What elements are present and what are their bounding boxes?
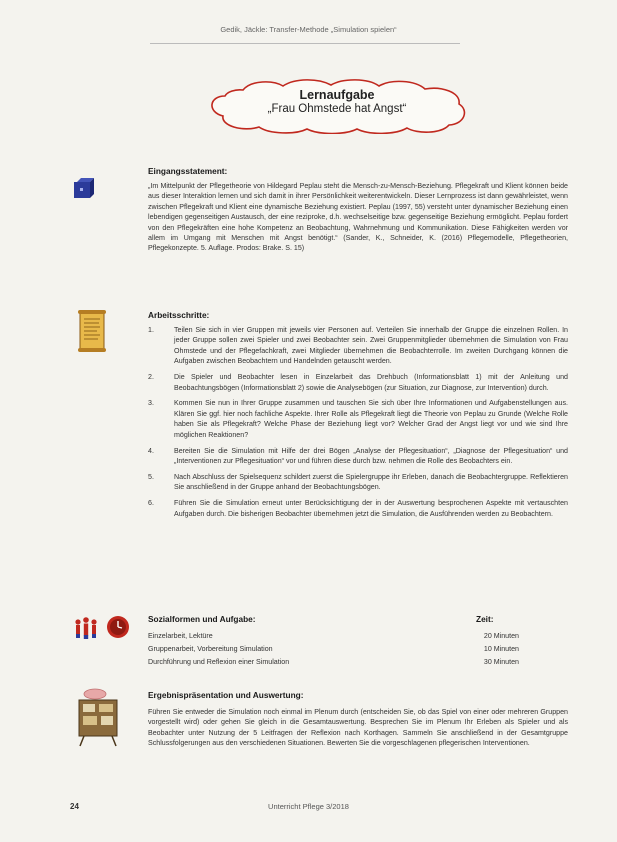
sozial-time: 30 Minuten <box>483 658 519 666</box>
arbeit-heading: Arbeitsschritte: <box>148 310 210 320</box>
step-number: 1. <box>148 326 154 334</box>
step-item <box>148 472 568 493</box>
sozial-task: Gruppenarbeit, Vorbereitung Simulation <box>148 645 273 653</box>
step-text: Teilen Sie sich in vier Gruppen mit jeweils vier Personen auf. Verteilen Sie innerhalb der Gruppe die einzelnen Rollen. In jeder Gruppe sollen zwei Spieler und zwei Beobachter sein. Zwei Gruppenmitglieder übernehmen die Simulation von Frau Ohmstede und der Pflegefachkraft, zwei Mitglieder übernehmen die Beobachterrolle. Im zweiten Durchgang können die Aufgaben zwischen Beobachtern und Handelnden getauscht werden. <box>174 326 568 366</box>
lernaufgabe-cloud <box>203 78 471 134</box>
arbeit-steps <box>148 325 568 525</box>
step-number: 5. <box>148 472 154 481</box>
scroll-icon <box>77 309 107 358</box>
running-header: Gedik, Jäckle: Transfer-Methode „Simulation spielen“ <box>220 25 397 34</box>
people-icon <box>73 616 99 645</box>
step-number: 3. <box>148 399 154 408</box>
step-text: Die Spieler und Beobachter lesen in Einzelarbeit das Drehbuch (Informationsblatt 1) mit der Anleitung und Beobachtungsbögen (Informationsblatt 2) sowie die Analysebögen (zur Situation, zur Diagnose, zur Intervention) durch. <box>174 373 568 392</box>
step-number: 4. <box>148 446 154 455</box>
sozial-row <box>148 645 523 653</box>
lernaufgabe-subtitle: „Frau Ohmstede hat Angst“ <box>267 103 407 115</box>
sozial-time: 10 Minuten <box>483 645 519 653</box>
sozial-time: 20 Minuten <box>483 632 519 640</box>
sozial-row <box>148 658 523 666</box>
cube-icon <box>73 177 95 204</box>
ergebnis-body: Führen Sie entweder die Simulation noch einmal im Plenum durch (entscheiden Sie, ob das Spiel von einer oder mehreren Gruppen vorgestellt wird) oder gehen Sie gleich in die Gesamtauswertung. Besprechen Sie im Plenum Ihr Erleben als Spieler und als Beobachter unter Nutzung der 5 Leitfragen der Reflexion nach Korthagen. Sammeln Sie anschließend in der Gesamtgruppe Schlussfolgerungen aus den verschiedenen Situationen. Bewerten Sie die vorgeschlagenen pflegerischen Interventionen. <box>148 708 568 748</box>
sozial-task: Einzelarbeit, Lektüre <box>148 632 213 640</box>
step-number: 6. <box>148 499 154 508</box>
step-item <box>148 398 568 440</box>
sozial-heading: Sozialformen und Aufgabe: <box>148 614 256 624</box>
header-rule <box>150 43 460 44</box>
step-text: Bereiten Sie die Simulation mit Hilfe der drei Bögen „Analyse der Pflegesituation“, „Diagnose der Pflegesituation“ und „Interventionen zur Pflegesituation“ vor und führen diese durch bzw. nehmen die Rolle des Beobachters ein. <box>174 446 568 465</box>
journal-footer: Unterricht Pflege 3/2018 <box>268 802 349 811</box>
lernaufgabe-title: Lernaufgabe <box>299 88 375 102</box>
sozial-task: Durchführung und Reflexion einer Simulation <box>148 658 290 666</box>
step-number: 2. <box>148 373 154 382</box>
sozial-row <box>148 632 523 640</box>
ergebnis-heading: Ergebnispräsentation und Auswertung: <box>148 690 304 700</box>
step-text: Nach Abschluss der Spielsequenz schildert zuerst die Spielergruppe ihr Erleben, danach die Beobachtergruppe. Reflektieren Sie anschließend in der Gruppe anhand der Beobachtungsbögen. <box>174 472 568 492</box>
eingang-heading: Eingangsstatement: <box>148 166 228 176</box>
eingang-body: „Im Mittelpunkt der Pflegetheorie von Hildegard Peplau steht die Mensch-zu-Mensch-Beziehung. Pflegekraft und Klient können beide aus dieser Interaktion lernen und sich damit in ihrer Persönlichkeit weiterentwickeln. Dieser Lernprozess ist dann gewährleistet, wenn zwischen Pflegekraft und Klient eine dynamische Beziehung existiert. Peplau (1997, 55) versteht unter dynamischer Beziehung einen lebendigen gegenseitigen Austausch, der eine reziproke, d.h. wechselseitige bzw. gegenseitige Beziehung ermöglicht. Peplau fordert von den Pflegekräften eine hohe Kompetenz an Beobachtung, Wahrnehmung und Kommunikation. Diese Fähigkeiten werden vor allem im Umgang mit Menschen mit Angst benötigt.“ (Sander, K., Schneider, K. (2016) Pflegemodelle, Pflegetheorien, Pflegekonzepte. 5. Auflage. Prodos: Brake. S. 15) <box>148 182 568 253</box>
step-item <box>148 372 568 393</box>
clock-icon <box>106 615 130 644</box>
page-number: 24 <box>70 802 79 811</box>
step-item <box>148 446 568 467</box>
step-text: Führen Sie die Simulation erneut unter Berücksichtigung der in der Auswertung besprochenen Aspekte mit vertauschten Aufgaben durch. Die bisherigen Beobachter übernehmen jetzt die Simulation, die Ausführenden werden zu Beobachtern. <box>174 499 568 518</box>
presentation-board-icon <box>75 688 121 753</box>
step-item <box>148 498 568 519</box>
zeit-heading: Zeit: <box>476 614 494 624</box>
step-item <box>148 325 568 367</box>
step-text: Kommen Sie nun in Ihrer Gruppe zusammen und tauschen Sie sich über Ihre Informationen und Aufgabenstellungen aus. Klären Sie ggf. hier noch fachliche Aspekte. Ihrer Rolle als Pflegekraft liegt die Theorie von Peplau zu Grunde (Welche Rolle haben Sie als Pflegekraft? Welche Phase der Beziehung liegt vor? Welcher Grad der Angst liegt vor und wie sind Ihre möglichen Reaktionen? <box>174 399 568 439</box>
